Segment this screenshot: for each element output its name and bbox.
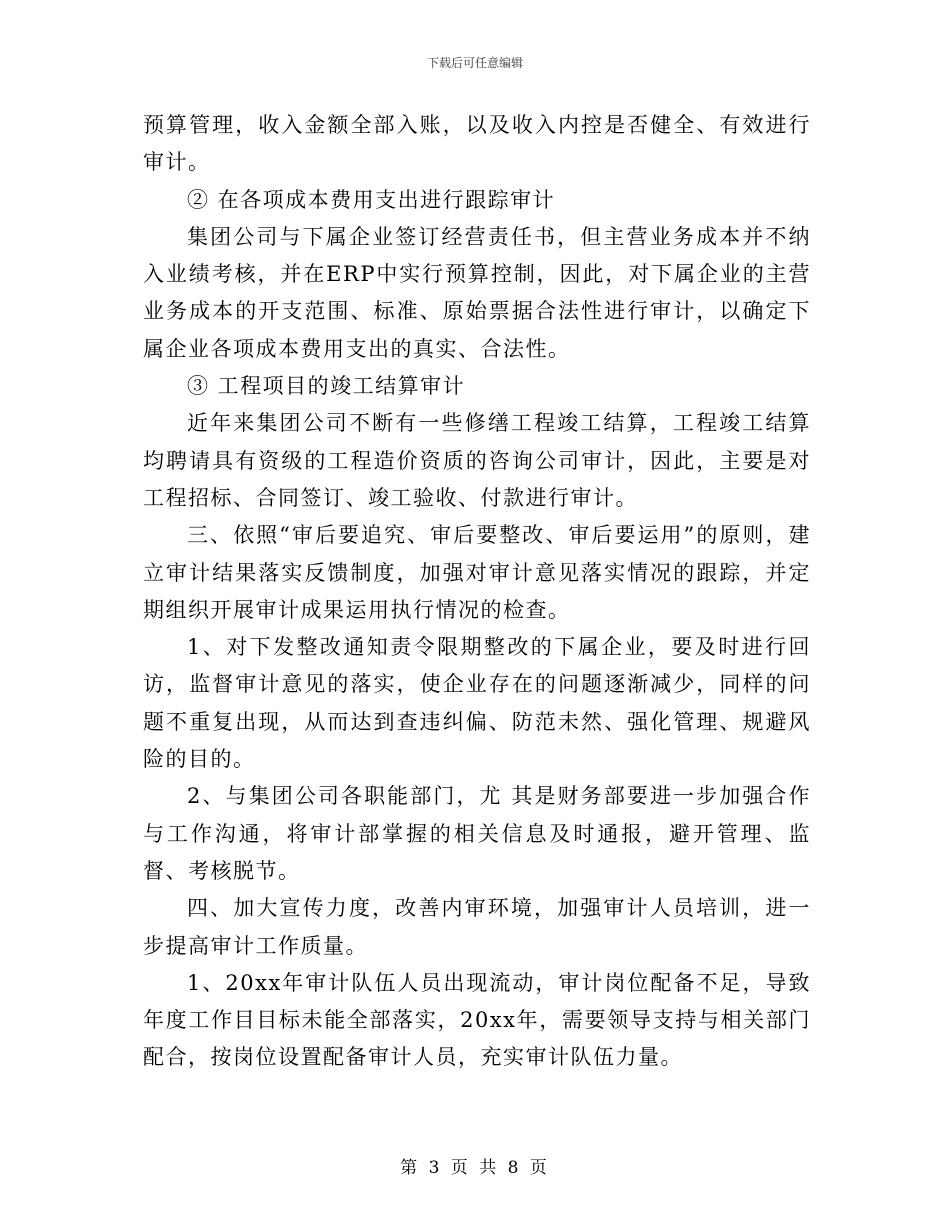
paragraph: 1、20xx年审计队伍人员出现流动，审计岗位配备不足，导致年度工作目目标未能全部落实，20xx年，需要领导支持与相关部门配合，按岗位设置配备审计人员，充实审计队伍力量。: [143, 970, 811, 1070]
paragraph: 预算管理，收入金额全部入账，以及收入内控是否健全、有效进行审计。: [143, 113, 811, 175]
paragraph: 三、依照“审后要追究、审后要整改、审后要运用”的原则，建立审计结果落实反馈制度，加强对审计意见落实情况的跟踪，并定期组织开展审计成果运用执行情况的检查。: [143, 523, 811, 622]
paragraph: 1、对下发整改通知责令限期整改的下属企业，要及时进行回访，监督审计意见的落实，使企业存在的问题逐渐减少，同样的问题不重复出现，从而达到查违纠偏、防范未然、强化管理、规避风险的目的。: [143, 635, 811, 772]
paragraph: ② 在各项成本费用支出进行跟踪审计: [187, 187, 556, 212]
paragraph: ③ 工程项目的竣工结算审计: [187, 374, 466, 399]
page-header-note: 下载后可任意编辑: [426, 56, 523, 70]
page-number: 第 3 页 共 8 页: [400, 1158, 550, 1178]
paragraph: 近年来集团公司不断有一些修缮工程竣工结算，工程竣工结算均聘请具有资级的工程造价资质的咨询公司审计，因此，主要是对工程招标、合同签订、竣工验收、付款进行审计。: [143, 411, 811, 510]
paragraph: 2、与集团公司各职能部门，尤 其是财务部要进一步加强合作与工作沟通，将审计部掌握的相关信息及时通报，避开管理、监督、考核脱节。: [143, 784, 811, 883]
paragraph: 集团公司与下属企业签订经营责任书，但主营业务成本并不纳入业绩考核，并在ERP中实行预算控制，因此，对下属企业的主营业务成本的开支范围、标准、原始票据合法性进行审计，以确定下属企业各项成本费用支出的真实、合法性。: [143, 224, 811, 361]
paragraph: 四、加大宣传力度，改善内审环境，加强审计人员培训，进一步提高审计工作质量。: [143, 896, 811, 958]
document-body: [143, 107, 811, 1077]
